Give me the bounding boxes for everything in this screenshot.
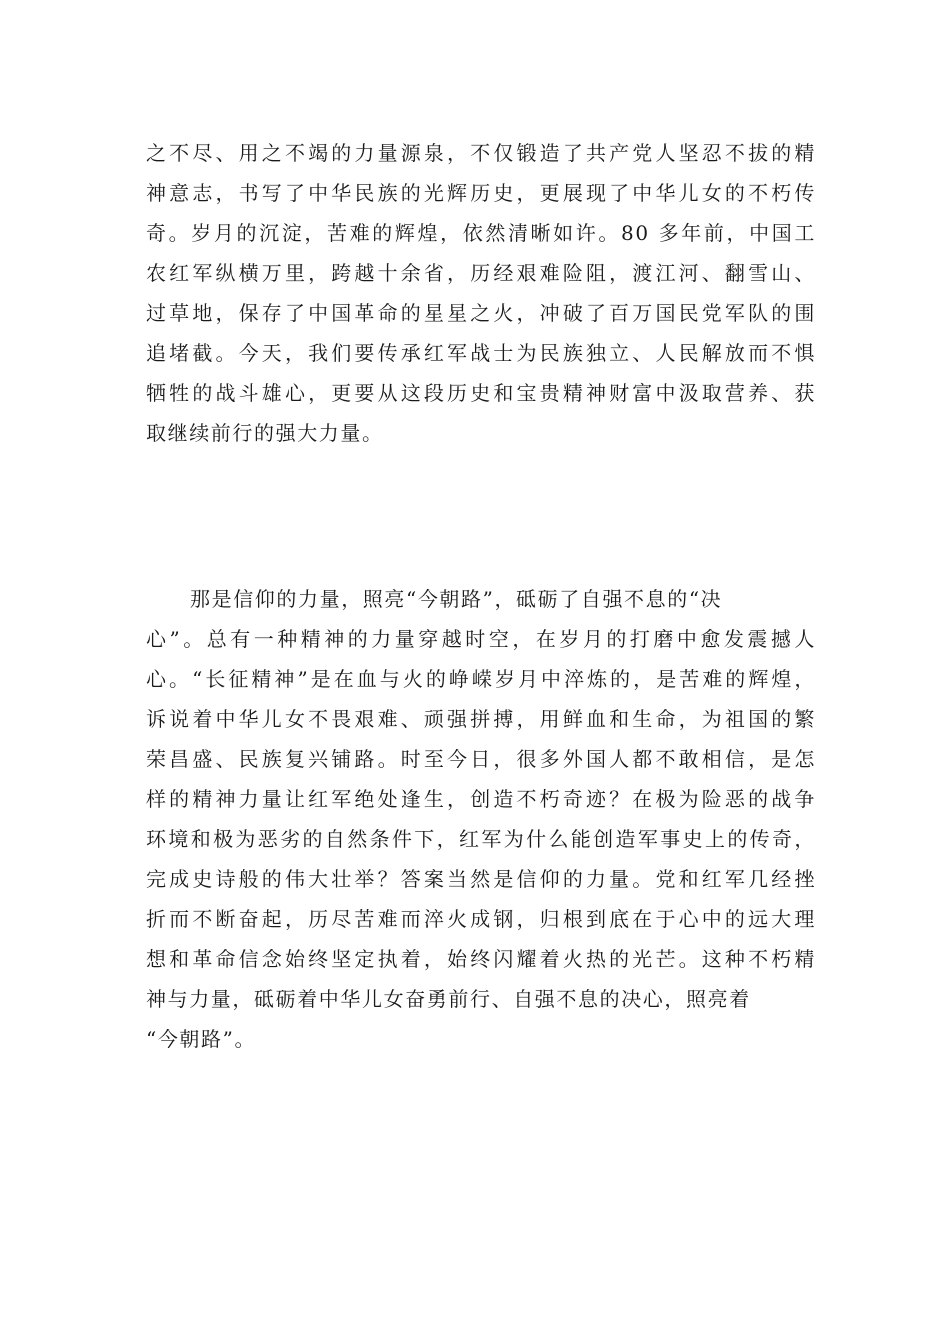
paragraph-line: 心”。总有一种精神的力量穿越时空，在岁月的打磨中愈发震撼人 [146,627,816,651]
paragraph-line: 农红军纵横万里，跨越十余省，历经艰难险阻，渡江河、翻雪山、 [146,261,816,285]
paragraph-line: 诉说着中华儿女不畏艰难、顽强拼搏，用鲜血和生命，为祖国的繁 [146,707,816,731]
paragraph-line: 完成史诗般的伟大壮举？答案当然是信仰的力量。党和红军几经挫 [146,867,816,891]
paragraph-line: 过草地，保存了中国革命的星星之火，冲破了百万国民党军队的围 [146,301,816,325]
paragraph-line: 想和革命信念始终坚定执着，始终闪耀着火热的光芒。这种不朽精 [146,947,816,971]
paragraph-line: 心。“长征精神”是在血与火的峥嵘岁月中淬炼的，是苦难的辉煌， [146,667,816,691]
paragraph-line: 那是信仰的力量，照亮“今朝路”，砥砺了自强不息的“决 [190,587,723,611]
paragraph-1 [146,133,816,453]
paragraph-line: “今朝路”。 [146,1027,257,1051]
paragraph-line: 神意志，书写了中华民族的光辉历史，更展现了中华儿女的不朽传 [146,181,816,205]
paragraph-line: 神与力量，砥砺着中华儿女奋勇前行、自强不息的决心，照亮着 [146,987,751,1011]
paragraph-line: 追堵截。今天，我们要传承红军战士为民族独立、人民解放而不惧 [146,341,816,365]
paragraph-line: 之不尽、用之不竭的力量源泉，不仅锻造了共产党人坚忍不拔的精 [146,141,816,165]
paragraph-2 [146,579,816,1059]
paragraph-line: 取继续前行的强大力量。 [146,421,384,445]
paragraph-line: 荣昌盛、民族复兴铺路。时至今日，很多外国人都不敢相信，是怎 [146,747,816,771]
paragraph-line: 牺牲的战斗雄心，更要从这段历史和宝贵精神财富中汲取营养、获 [146,381,816,405]
paragraph-line: 样的精神力量让红军绝处逢生，创造不朽奇迹？在极为险恶的战争 [146,787,816,811]
paragraph-line: 折而不断奋起，历尽苦难而淬火成钢，归根到底在于心中的远大理 [146,907,816,931]
paragraph-line: 环境和极为恶劣的自然条件下，红军为什么能创造军事史上的传奇， [146,827,816,851]
paragraph-line: 奇。岁月的沉淀，苦难的辉煌，依然清晰如许。80 多年前，中国工 [146,221,816,245]
